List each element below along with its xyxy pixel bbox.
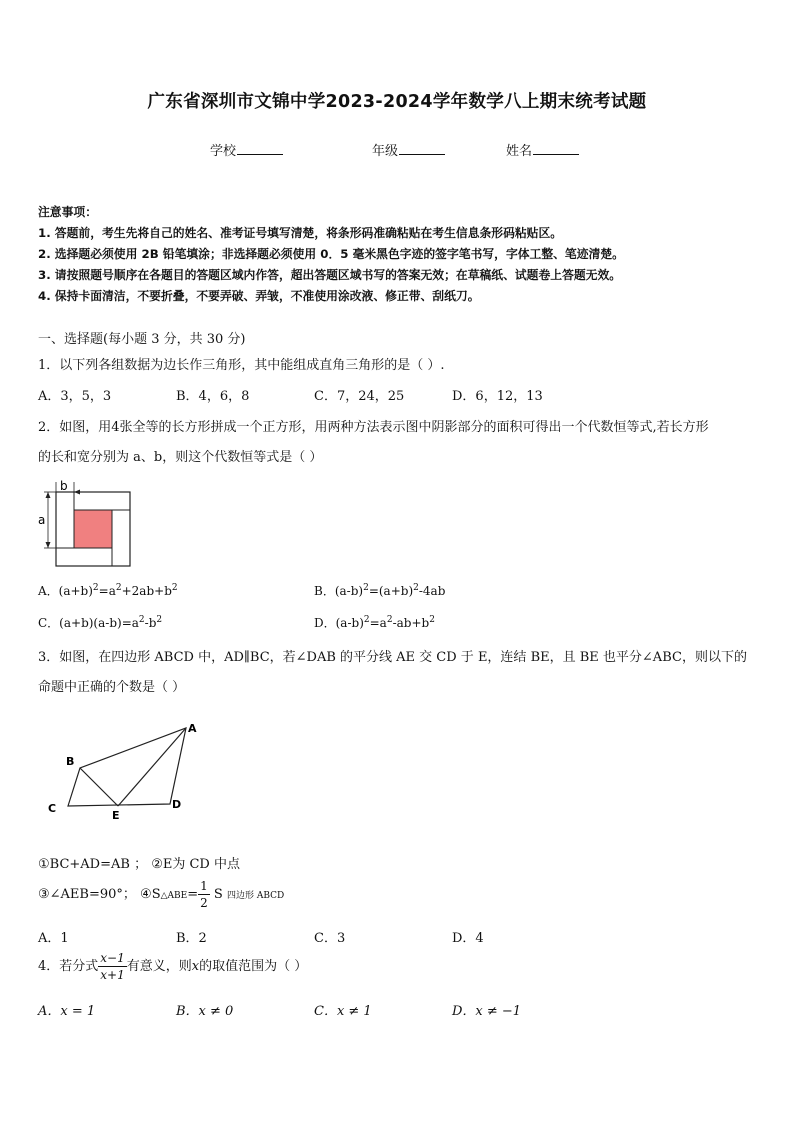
- q1-option-d: D．6，12，13: [452, 389, 543, 404]
- q3-option-a: A．1: [38, 931, 69, 946]
- vertex-b: B: [66, 755, 75, 768]
- q3-figure: [40, 716, 210, 824]
- vertex-d: D: [172, 798, 182, 811]
- name-label: 姓名: [506, 144, 533, 159]
- school-label: 学校: [210, 144, 237, 159]
- q3-stem-line2: 命题中正确的个数是（ ）: [38, 680, 186, 695]
- q3-stem-line1: 3．如图，在四边形 ABCD 中，AD∥BC，若∠DAB 的平分线 AE 交 CD 于 E，连结 BE，且 BE 也平分∠ABC，则以下的: [38, 650, 747, 665]
- q3-statements-1-2: ①BC+AD=AB ； ②E为 CD 中点: [38, 857, 240, 872]
- note-item-2: 2. 选择题必须使用 2B 铅笔填涂；非选择题必须使用 0．5 毫米黑色字迹的签字笔书写，字体工整、笔迹清楚。: [38, 247, 624, 261]
- q4-stem: 4．若分式 $\frac{x-1}{x+1}$ 有意义，则x的取值范围为（ ）: [38, 951, 308, 982]
- exam-title: 广东省深圳市文锦中学2023-2024学年数学八上期末统考试题: [147, 92, 647, 112]
- note-item-3: 3. 请按照题号顺序在各题目的答题区域内作答，超出答题区域书写的答案无效；在草稿纸、试题卷上答题无效。: [38, 268, 622, 282]
- section-heading: 一、选择题(每小题 3 分，共 30 分): [38, 332, 246, 347]
- q4-fraction: $\frac{x-1}{x+1}$: [100, 951, 125, 982]
- grade-blank: [399, 142, 445, 155]
- q2-option-d: D．$(a-b)^2=a^2-ab+b^2$: [314, 615, 435, 630]
- name-field: [506, 140, 579, 159]
- q2-stem-line2: 的长和宽分别为 a、b，则这个代数恒等式是（ ）: [38, 450, 323, 465]
- q2-option-b: B．$(a-b)^2=(a+b)^2-4ab$: [314, 583, 446, 598]
- segment-be: [80, 768, 118, 806]
- q3-option-b: B．2: [176, 931, 207, 946]
- school-field: [210, 140, 283, 159]
- q4-option-b: B．x ≠ 0: [176, 1004, 234, 1019]
- quadrilateral-abcd: [68, 728, 186, 806]
- q3-option-d: D．4: [452, 931, 484, 946]
- q4-option-a: A．x = 1: [38, 1004, 96, 1019]
- q3-statements-3-4: ③∠AEB=90°； ④S△ABE= $\frac{1}{2}$ S 四边形 ABCD: [38, 879, 285, 910]
- q2-option-a: A．$(a+b)^2=a^2+2ab+b^2$: [38, 583, 178, 598]
- q2-stem-line1: 2．如图，用4张全等的长方形拼成一个正方形，用两种方法表示图中阴影部分的面积可得出一个代数恒等式,若长方形: [38, 420, 709, 435]
- q2-figure: [36, 478, 136, 574]
- one-half-fraction: $\frac{1}{2}$: [200, 879, 208, 910]
- label-b: b: [60, 479, 68, 493]
- q2-option-c: C．$(a+b)(a-b)=a^2-b^2$: [38, 615, 163, 630]
- q4-option-c: C．x ≠ 1: [314, 1004, 372, 1019]
- notes-heading: 注意事项：: [38, 205, 97, 219]
- note-item-4: 4. 保持卡面清洁，不要折叠，不要弄破、弄皱，不准使用涂改液、修正带、刮纸刀。: [38, 289, 480, 303]
- grade-label: 年级: [372, 144, 399, 159]
- note-item-1: 1. 答题前，考生先将自己的姓名、准考证号填写清楚，将条形码准确粘贴在考生信息条形码粘贴区。: [38, 226, 563, 240]
- grade-field: [372, 140, 445, 159]
- school-blank: [237, 142, 283, 155]
- q1-option-c: C．7，24，25: [314, 389, 405, 404]
- q3-option-c: C．3: [314, 931, 346, 946]
- segment-ae: [118, 728, 186, 806]
- name-blank: [533, 142, 579, 155]
- q1-stem: 1．以下列各组数据为边长作三角形，其中能组成直角三角形的是（ ）.: [38, 358, 445, 373]
- label-a: a: [38, 513, 46, 527]
- vertex-c: C: [48, 802, 57, 815]
- q1-option-b: B．4，6，8: [176, 389, 250, 404]
- q1-option-a: A．3，5，3: [38, 389, 112, 404]
- vertex-e: E: [112, 809, 120, 822]
- shaded-square: [74, 510, 112, 548]
- vertex-a: A: [188, 722, 197, 735]
- q4-option-d: D．x ≠ −1: [452, 1004, 522, 1019]
